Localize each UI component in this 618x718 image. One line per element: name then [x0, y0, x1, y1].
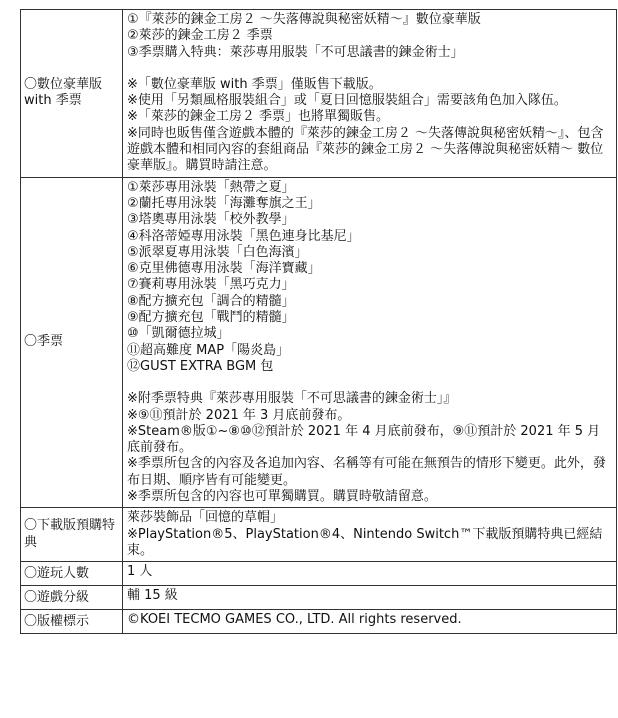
- spec-content: [123, 177, 617, 508]
- group-spacer: [127, 375, 612, 391]
- spec-label: 〇下載版預購特典: [21, 508, 123, 562]
- spec-row: [21, 10, 617, 178]
- spec-row: [21, 508, 617, 562]
- spec-line: ⑦賽莉專用泳裝「黑巧克力」: [127, 277, 295, 293]
- group-spacer: [127, 61, 612, 77]
- spec-line: 輔 15 級: [127, 588, 178, 604]
- spec-label: 〇遊戲分級: [21, 586, 123, 610]
- spec-table-body: [21, 10, 617, 634]
- spec-line: ③塔奧專用泳裝「校外教學」: [127, 212, 295, 228]
- spec-line: ②蘭托專用泳裝「海灘奪旗之王」: [127, 195, 321, 211]
- spec-row: [21, 177, 617, 508]
- spec-line: ⑫GUST EXTRA BGM 包: [127, 358, 274, 374]
- spec-content: [123, 610, 617, 634]
- spec-line: ⑤派翠夏專用泳裝「白色海濱」: [127, 244, 308, 260]
- spec-line: ⑩「凱爾德拉城」: [127, 326, 230, 342]
- spec-line: ※季票所包含的內容及各追加內容、名稱等有可能在無預告的情形下變更。此外，發布日期、順序皆有可能變更。: [127, 456, 606, 488]
- spec-label: 〇數位豪華版 with 季票: [21, 10, 123, 178]
- spec-line: 萊莎裝飾品「回憶的草帽」: [127, 510, 284, 526]
- spec-line: ④科洛蒂婭專用泳裝「黑色連身比基尼」: [127, 228, 360, 244]
- spec-line: ①『萊莎的鍊金工房２ ～失落傳說與秘密妖精～』數位豪華版: [127, 12, 481, 27]
- spec-label: 〇遊玩人數: [21, 562, 123, 586]
- product-spec-table: [20, 9, 617, 634]
- spec-line: ⑥克里佛德專用泳裝「海洋寶藏」: [127, 261, 321, 277]
- spec-content: [123, 586, 617, 610]
- spec-line: ⑧配方擴充包「調合的精髓」: [127, 293, 295, 309]
- spec-line: ※PlayStation®5、PlayStation®4、Nintendo Switch™下載版預購特典已經結束。: [127, 526, 603, 558]
- spec-line: ①萊莎專用泳裝「熱帶之夏」: [127, 179, 295, 195]
- spec-content: [123, 562, 617, 586]
- spec-label: 〇版權標示: [21, 610, 123, 634]
- spec-row: [21, 562, 617, 586]
- spec-content: [123, 10, 617, 178]
- spec-content: [123, 508, 617, 562]
- spec-line: ②萊莎的鍊金工房２ 季票: [127, 28, 273, 44]
- spec-line: ※「萊莎的鍊金工房２ 季票」也將單獨販售。: [127, 109, 390, 125]
- spec-line: ※使用「另類風格服裝組合」或「夏日回憶服裝組合」需要該角色加入隊伍。: [127, 93, 567, 109]
- spec-line: ※Steam®版①~⑧⑩⑫預計於 2021 年 4 月底前發布，⑨⑪預計於 2021 年 5 月底前發布。: [127, 423, 601, 456]
- spec-label: 〇季票: [21, 177, 123, 508]
- spec-line: ⑨配方擴充包「戰鬥的精髓」: [127, 310, 295, 326]
- spec-line: ⑪超高難度 MAP「陽炎島」: [127, 342, 290, 358]
- spec-row: [21, 586, 617, 610]
- spec-line: ※附季票特典『萊莎專用服裝「不可思議書的鍊金術士」』: [127, 391, 457, 407]
- spec-line: ©KOEI TECMO GAMES CO., LTD. All rights reserved.: [127, 612, 462, 628]
- spec-line: ※⑨⑪預計於 2021 年 3 月底前發布。: [127, 407, 351, 423]
- spec-line: ※「數位豪華版 with 季票」僅販售下載版。: [127, 76, 382, 92]
- spec-line: ※季票所包含的內容也可單獨購買。購買時敬請留意。: [127, 489, 437, 505]
- spec-line: 1 人: [127, 564, 153, 580]
- spec-line: ③季票購入特典：萊莎專用服裝「不可思議書的鍊金術士」: [127, 44, 464, 60]
- spec-row: [21, 610, 617, 634]
- spec-line: ※同時也販售僅含遊戲本體的『萊莎的鍊金工房２ ～失落傳說與秘密妖精～』、包含遊戲本體和相同內容的套組商品『萊莎的鍊金工房２ ～失落傳說與秘密妖精～ 數位豪華版』。購買時請注意。: [127, 125, 604, 174]
